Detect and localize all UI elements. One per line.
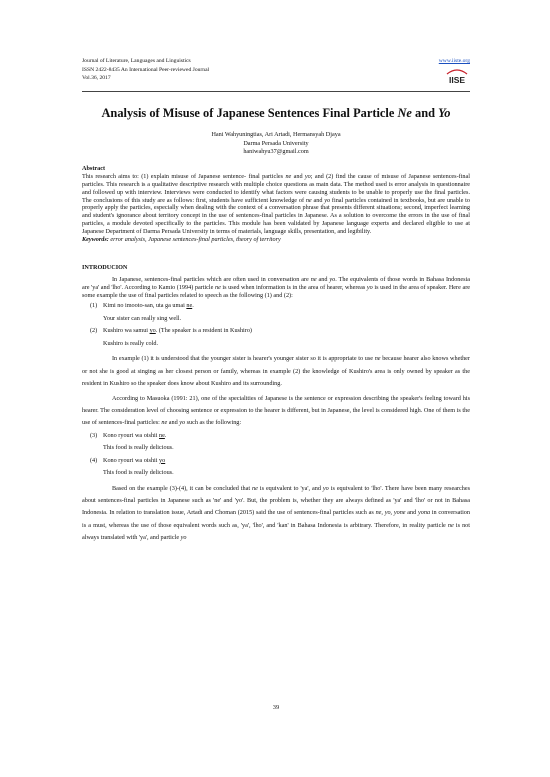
example-1: (1) Kimi no imooto-san, uta ga umai ne. (90, 302, 194, 310)
example-4-translation: This food is really delicious. (103, 469, 174, 477)
iiste-logo-icon (444, 67, 470, 85)
author-block (82, 131, 470, 157)
intro-paragraph-1: In Japanese, sentences-final particles which are often used in conversation are ne and yo. The equivalents of those words in Bahasa Indonesia are 'ya' and 'lho'. According to Kamio (1994) particle ne is used when information is in the area of hearer, whereas yo is used in the area of speaker. Here are some example the use of final particles related to speech as the following (1) and (2): (82, 275, 471, 299)
intro-paragraph-4: Based on the example (3)-(4), it can be concluded that ne is equivalent to 'ya', and yo is equivalent to 'lho'. There have been many researches about sentences-final particles in Japanese such as 'ne' and 'yo'. But, the problem is, whether they are always defined as 'ya' and 'lho' or not in Bahasa Indonesia. In relation to translation issue, Artadi and Choman (2015) said the use of sentences-final particles such as ne, yo, yone and yona in conversation is a must, whereas the use of those equivalent words such as, 'ya', 'lho', and 'kan' in Bahasa Indonesia is arbitrary. Therefore, in reality particle ne is not always translated with 'ya', and particle yo (82, 485, 470, 541)
abstract-text: This research aims to: (1) explain misuse of Japanese sentence- final particles ne and yo; and (2) find the cause of misuse of Japanese sentences-final particles. This research is a qualitative descriptive research with multiple choice questions as main data. The method used is error analysis in questionnaire and followed up with interview. Interviews were conducted to identify what factors were causing students to be unable to properly use the final particles. The conclusions of this study are as follows: first, students have sufficient knowledge of ne and yo final particles contained in textbooks, but are unable to properly apply the particles, especially when dealing with the context of a conversation phrase that presents different situations; second, imperfect learning and student's ignorance about territory concept in the use of sentences-final particles in Japanese. As a solution to overcome the errors in the use of final particles, a module devoted specifically to the particles. This module has been validated by Japanese language experts and declared eligible to use at Japanese Department of Darma Persada University in terms of materials, language skills, presentation, and legibility. (82, 173, 470, 235)
introduction-heading: INTRODUCION (82, 263, 128, 271)
example-3-translation: This food is really delicious. (103, 444, 174, 452)
author-affiliation: Darma Persada University (243, 139, 309, 147)
logo-text: IISE (448, 75, 466, 85)
author-names: Hani Wahyuningtias, Ari Artadi, Hermansyah Djaya (211, 131, 341, 138)
example-4: (4) Kono ryouri wa oishii yo (90, 456, 166, 464)
keywords-line: Keywords: error analysis, Japanese sentences-final particles, theory of territory (82, 235, 281, 243)
example-3: (3) Kono ryouri wa oishii ne. (90, 431, 167, 439)
example-2: (2) Kushiro wa samui yo. (The speaker is a resident in Kushiro) (90, 327, 252, 335)
intro-paragraph-3: According to Masuoka (1991: 21), one of the specialities of Japanese is the sentence or expression describing the speaker's feeling toward his hearer. The consideration level of choosing sentence or expression to the hearer is different, but in Japanese, the level is considered high. One of them is the use of sentences-final particles: ne and yo such as the following: (82, 395, 470, 427)
journal-volume: Vol.36, 2017 (82, 75, 111, 82)
journal-url-link[interactable]: www.iiste.org (438, 58, 470, 64)
journal-name: Journal of Literature, Languages and Linguistics (82, 58, 191, 64)
example-1-translation: Your sister can really sing well. (103, 314, 182, 322)
author-email: haniwahyu37@gmail.com (243, 148, 309, 155)
intro-paragraph-2: In example (1) it is understood that the younger sister is hearer's younger sister so it is appropriate to use ne because hearer also knows whether or not she is good at singing as her closest person or family, whereas in example (2) the knowledge of Kushiro's area is only owned by speaker as the resident in Kushiro so the speaker does know about Kushiro and its surrounding. (82, 355, 470, 387)
example-2-translation: Kushiro is really cold. (103, 339, 158, 347)
journal-issn: ISSN 2422-8435 An International Peer-reviewed Journal (82, 66, 210, 73)
journal-header (82, 57, 470, 83)
paper-body (82, 165, 470, 544)
paper-title: Analysis of Misuse of Japanese Sentences Final Particle Ne and Yo (101, 106, 451, 120)
page-number: 39 (272, 704, 280, 711)
header-rule (82, 91, 470, 92)
abstract-heading: Abstract (82, 165, 106, 172)
